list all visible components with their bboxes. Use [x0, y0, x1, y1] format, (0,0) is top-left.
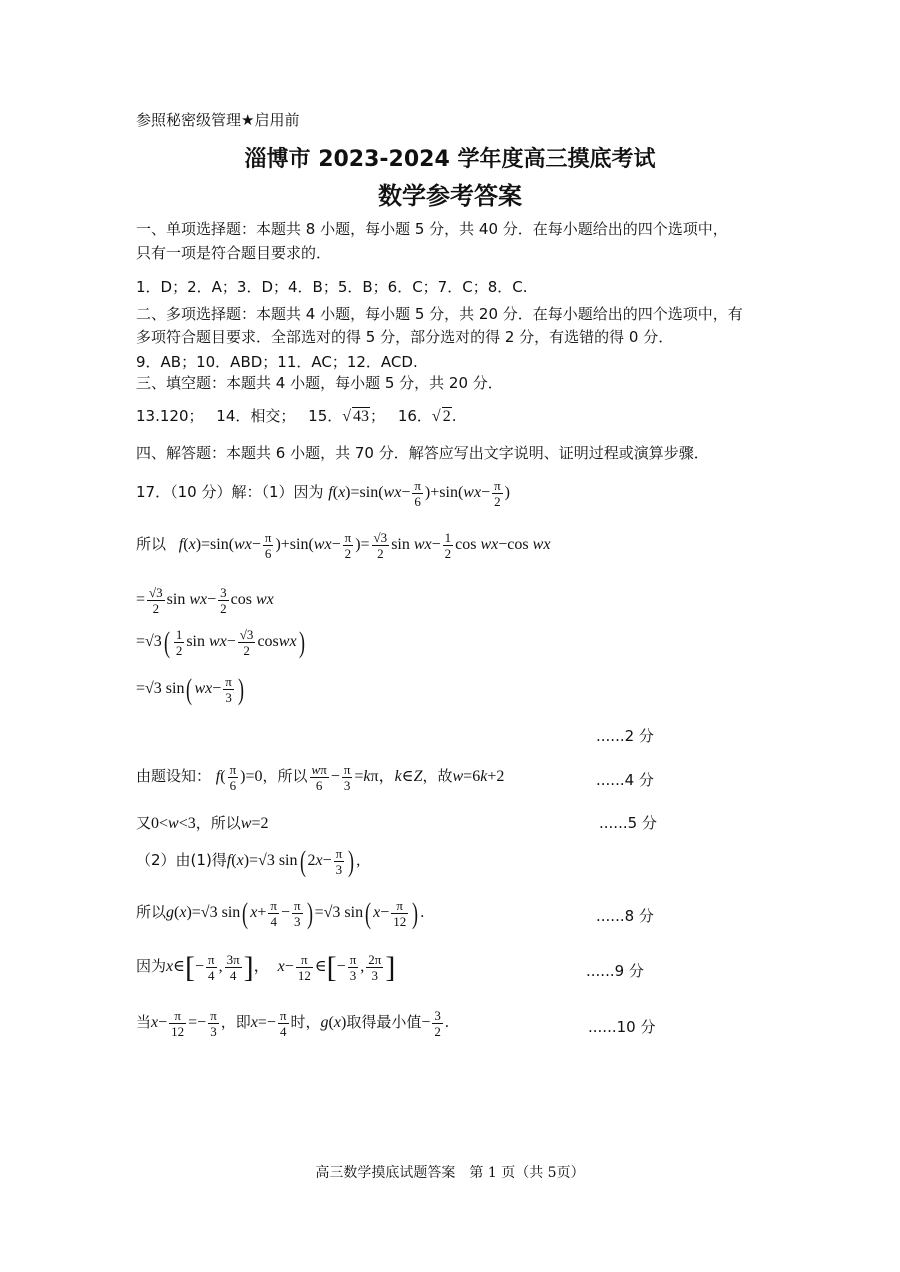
answer-15-label: 15． [308, 407, 343, 425]
q17-step3: =√3 sin( wx− $\frac{\pi}{3}$ ) [136, 672, 244, 706]
answer-14: 14．相交； [216, 407, 296, 425]
q17-interval-expr: x∈[− $\frac{\pi}{4}$ , $\frac{3\pi}{4}$ ]， x− $\frac{\pi}{12}$ ∈[− $\frac{\pi}{3}$ , $\frac{2\pi}{3}$ ] [166, 950, 396, 984]
q17-condition-line [136, 762, 504, 793]
score-8: ......8 分 [596, 907, 654, 925]
q17-part2-expr: f(x)=√3 sin( 2x− $\frac{\pi}{3}$ ) , [226, 844, 361, 878]
q17-part2-line [136, 846, 360, 877]
q17-intro: 17．（10 分）解：（1）因为 [136, 483, 324, 502]
exam-title: 淄博市 2023-2024 学年度高三摸底考试 [244, 147, 656, 172]
section1-heading-line2: 只有一项是符合题目要求的． [136, 244, 332, 262]
q17-k-expr: $\frac{w\pi}{6}$ − $\frac{\pi}{3}$ =kπ，k∈Z [311, 762, 423, 793]
q17-therefore: ，故 [422, 767, 453, 786]
section3-answers: 13.120； 14．相交； 15．√ 43； 16．√ 2. [136, 407, 457, 425]
q17-part2: （2）由(1)得 [136, 851, 227, 870]
q17-cond-expr: f( $\frac{\pi}{6}$ )=0 [215, 762, 263, 793]
score-9: ......9 分 [586, 962, 644, 980]
q17-f-def: f(x)=sin(wx− $\frac{\pi}{6}$ )+sin(wx− $\frac{\pi}{2}$ ) [328, 478, 510, 509]
q17-min-line [136, 1008, 449, 1039]
q17-so3: ，所以 [195, 814, 241, 832]
q17-step1: = $\frac{√3}{2}$ sin wx− $\frac{3}{2}$ cos wx [136, 585, 274, 616]
confidential-label: 参照秘密级管理★启用前 [136, 111, 300, 129]
q17-interval-line [136, 952, 395, 983]
section2-heading-line2: 多项符合题目要求．全部选对的得 5 分，部分选对的得 2 分，有选错的得 0 分． [136, 328, 674, 346]
answer-13: 13.120； [136, 407, 204, 425]
q17-min-value: − $\frac{3}{2}$ . [421, 1008, 449, 1039]
answer-15-radicand: 43 [353, 408, 370, 425]
q17-range-expr: 0<w<3 [151, 815, 196, 832]
q17-range-line [136, 812, 268, 833]
q17-because: 因为 [136, 957, 167, 976]
q17-w-value: w=2 [240, 815, 269, 832]
q17-min-cond: x− $\frac{\pi}{12}$ =− $\frac{\pi}{3}$ [151, 1008, 217, 1039]
q17-again: 又 [136, 814, 152, 832]
score-2: ......2 分 [596, 727, 654, 745]
answer-16-sep: . [451, 407, 457, 425]
answer-16-radicand: 2 [442, 408, 451, 425]
q17-ie: ，即 [220, 1013, 251, 1032]
q17-so4: 所以 [136, 903, 167, 922]
q17-by-cond: 由题设知： [136, 767, 212, 786]
q17-so2: ，所以 [262, 767, 308, 786]
q17-g-line [136, 898, 424, 929]
q17-expand-expr: f(x)=sin(wx− $\frac{\pi}{6}$ )+sin(wx− $\frac{\pi}{2}$ )= $\frac{√3}{2}$ sin wx− $\frac{1}{2}$ cos wx−cos wx [178, 530, 551, 561]
section2-answers: 9．AB；10．ABD；11．AC；12．ACD. [136, 353, 418, 371]
section1-heading-line1: 一、单项选择题：本题共 8 小题，每小题 5 分，共 40 分．在每小题给出的四个选项中， [136, 220, 728, 238]
section3-heading: 三、填空题：本题共 4 小题，每小题 5 分，共 20 分． [136, 374, 503, 392]
q17-w-expr: w=6k+2 [452, 768, 505, 786]
score-10: ......10 分 [588, 1018, 656, 1036]
answer-16-label: 16． [397, 407, 432, 425]
q17-min-text2: 取得最小值 [346, 1013, 422, 1032]
q17-so: 所以 [136, 535, 167, 554]
q17-when: 当 [136, 1013, 152, 1032]
q17-g-label: g(x) [320, 1014, 347, 1032]
score-5: ......5 分 [599, 814, 657, 832]
section1-answers: 1．D；2．A；3．D；4．B；5．B；6．C；7．C；8．C. [136, 278, 528, 296]
q17-g-expr: g(x)=√3 sin( x+ $\frac{\pi}{4}$ − $\frac{\pi}{3}$ ) =√3 sin( x− $\frac{\pi}{12}$ ) . [166, 896, 425, 930]
page-footer: 高三数学摸底试题答案 第 1 页（共 5页） [315, 1165, 585, 1181]
section4-heading: 四、解答题：本题共 6 小题，共 70 分．解答应写出文字说明、证明过程或演算步骤． [136, 444, 709, 462]
q17-intro-line [136, 478, 510, 509]
q17-min-text: 时， [290, 1013, 321, 1032]
score-4: ......4 分 [596, 771, 654, 789]
section2-heading-line1: 二、多项选择题：本题共 4 小题，每小题 5 分，共 20 分．在每小题给出的四个选项中，有 [136, 305, 743, 323]
answer-title: 数学参考答案 [378, 182, 522, 210]
q17-step2: =√3( $\frac{1}{2}$ sin wx− $\frac{√3}{2}$ coswx) [136, 625, 305, 659]
q17-expand-line [136, 530, 550, 561]
answer-15-sep: ； [370, 407, 386, 425]
q17-min-x: x=− $\frac{\pi}{4}$ [250, 1008, 287, 1039]
